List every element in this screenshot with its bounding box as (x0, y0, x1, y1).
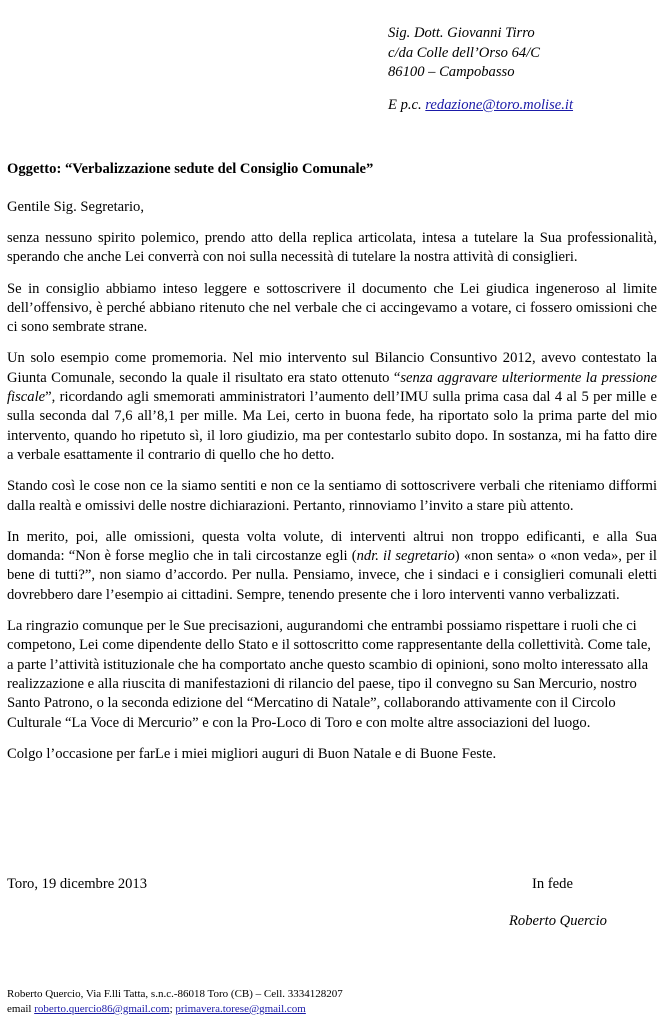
paragraph-3-text-b: ”, ricordando agli smemorati amministratori l’aumento dell’IMU sulla prima casa dal 4 al 5 per mille e sulla seconda dal 7,6 all’8,1 per mille. Ma Lei, certo in buona fede, ha riportato solo la prima parte del mio intervento, quando ho ripetuto sì, il loro giudizio, ma per contestarlo subito dopo. In sostanza, mi ha fatto dire a verbale esattamente il contrario di quello che ho detto. (7, 389, 657, 463)
paragraph-5-text-b: ) «non senta» o «non veda», per il bene di tutti?”, non siamo d’accordo. Per nulla. Pensiamo, invece, che i sindaci e i consiglieri comunali eletti dovrebbero dare l’esempio ai cittadini. Sempre, tenendo presente che i loro interventi vanno verbalizzati. (7, 548, 657, 603)
paragraph-7: Colgo l’occasione per farLe i miei migliori auguri di Buon Natale e di Buone Feste. (7, 745, 497, 762)
recipient-block (388, 24, 573, 115)
recipient-city: 86100 – Campobasso (388, 64, 515, 80)
signature: Roberto Quercio (509, 913, 607, 929)
paragraph-3-quote: senza aggravare ulteriormente la pressione fiscale (7, 369, 657, 406)
footer-email-link-2[interactable]: primavera.torese@gmail.com (175, 1003, 306, 1015)
footer-email-link-1[interactable]: roberto.quercio86@gmail.com (34, 1003, 170, 1015)
paragraph-2: Se in consiglio abbiamo inteso leggere e sottoscrivere il documento che Lei giudica ingeneroso al limite dell’offensivo, è perché abbiano ritenuto che nel verbale che ci accingevamo a votare, ci fossero omissioni che ci sono sembrate strane. (7, 280, 657, 336)
cc-email-link[interactable]: redazione@toro.molise.it (425, 96, 574, 113)
cc-prefix: E p.c. (388, 96, 426, 113)
footer-address: Roberto Quercio, Via F.lli Tatta, s.n.c.-86018 Toro (CB) – Cell. 3334128207 (7, 988, 343, 1000)
recipient-name: Sig. Dott. Giovanni Tirro (388, 25, 535, 41)
letter-body (7, 229, 657, 776)
subject-line: Oggetto: “Verbalizzazione sedute del Consiglio Comunale” (7, 161, 374, 177)
paragraph-6: La ringrazio comunque per le Sue precisazioni, augurandomi che entrambi possiamo rispettare i ruoli che ci competono, Lei come dipendente dello Stato e il sottoscritto come rappresentante della collettività. Come tale, a parte l’attività istituzionale che ha comportato anche questo scambio di opinioni, sono molto interessato alla realizzazione e alla riuscita di manifestazioni di rilancio del paese, tipo il convegno su San Mercurio, nostro Santo Patrono, o la seconda edizione del “Mercatino di Natale”, collaborando attivamente con il Circolo Culturale “La Voce di Mercurio” e con la Pro-Loco di Toro e con molte altre associazioni del luogo. (7, 618, 651, 731)
closing-regards: In fede (532, 876, 573, 892)
footer-email-line (7, 1002, 343, 1017)
paragraph-5-note: ndr. il segretario (356, 548, 455, 565)
footer-email-separator: ; (169, 1003, 176, 1015)
footer (7, 987, 343, 1017)
paragraph-5-text-a: In merito, poi, alle omissioni, questa volta volute, di interventi altrui non troppo edificanti, e alla Sua domanda: “Non è forse meglio che in tali circostanze egli ( (7, 528, 657, 565)
salutation: Gentile Sig. Segretario, (7, 199, 144, 215)
paragraph-1: senza nessuno spirito polemico, prendo atto della replica articolata, intesa a tutelare la Sua professionalità, sperando che anche Lei converrà con noi sulla necessità di tutelare la nostra attività di consiglieri. (7, 230, 657, 266)
letter-date: Toro, 19 dicembre 2013 (7, 876, 148, 892)
recipient-street: c/da Colle dell’Orso 64/C (388, 44, 541, 61)
footer-email-label: email (7, 1003, 35, 1015)
paragraph-5 (7, 528, 657, 605)
cc-line (388, 96, 573, 116)
paragraph-3 (7, 349, 657, 465)
paragraph-3-text-a: Un solo esempio come promemoria. Nel mio intervento sul Bilancio Consuntivo 2012, avevo contestato la Giunta Comunale, secondo la quale il risultato era stato ottenuto “ (7, 350, 657, 386)
paragraph-4: Stando così le cose non ce la siamo sentiti e non ce la sentiamo di sottoscrivere verbali che riteniamo difformi dalla realtà e omissivi delle nostre dichiarazioni. Pertanto, rinnoviamo l’invito a stare più attento. (7, 478, 657, 514)
